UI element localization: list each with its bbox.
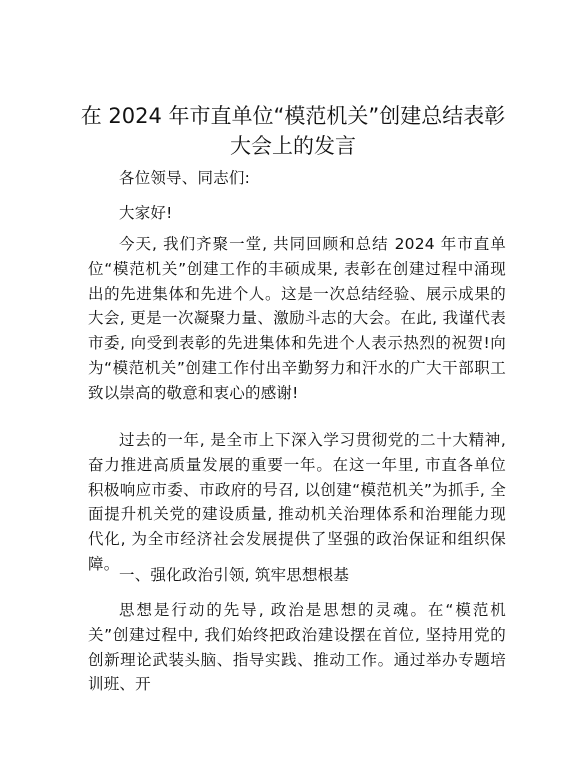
paragraph-past-year: 过去的一年, 是全市上下深入学习贯彻党的二十大精神, 奋力推进高质量发展的重要一年。在这一年里, 市直各单位积极响应市委、市政府的号召, 以创建“模范机关”为抓手, 全面提升机关党的建设质量, 推动机关治理体系和治理能力现代化, 为全市经济社会发展提供了坚强的政治保证和组织保障。 — [88, 431, 506, 573]
greeting: 各位领导、同志们: — [119, 169, 251, 187]
hello: 大家好! — [119, 204, 173, 222]
document-title-line2: 大会上的发言 — [230, 134, 356, 158]
paragraph-section-1: 思想是行动的先导, 政治是思想的灵魂。在“模范机关”创建过程中, 我们始终把政治建设摆在首位, 坚持用党的创新理论武装头脑、指导实践、推动工作。通过举办专题培训班、开 — [88, 601, 506, 694]
document-title-line1: 在 2024 年市直单位“模范机关”创建总结表彰 — [80, 104, 506, 128]
paragraph-opening: 今天, 我们齐聚一堂, 共同回顾和总结 2024 年市直单位“模范机关”创建工作的丰硕成果, 表彰在创建过程中涌现出的先进集体和先进个人。这是一次总结经验、展示成果的大会, 更是一次凝聚力量、激励斗志的大会。在此, 我谨代表市委, 向受到表彰的先进集体和先进个人表示热烈的祝贺!向为“模范机关”创建工作付出辛勤努力和汗水的广大干部职工致以崇高的敬意和衷心的感谢! — [88, 235, 506, 402]
section-heading-1: 一、强化政治引领, 筑牢思想根基 — [119, 566, 350, 584]
